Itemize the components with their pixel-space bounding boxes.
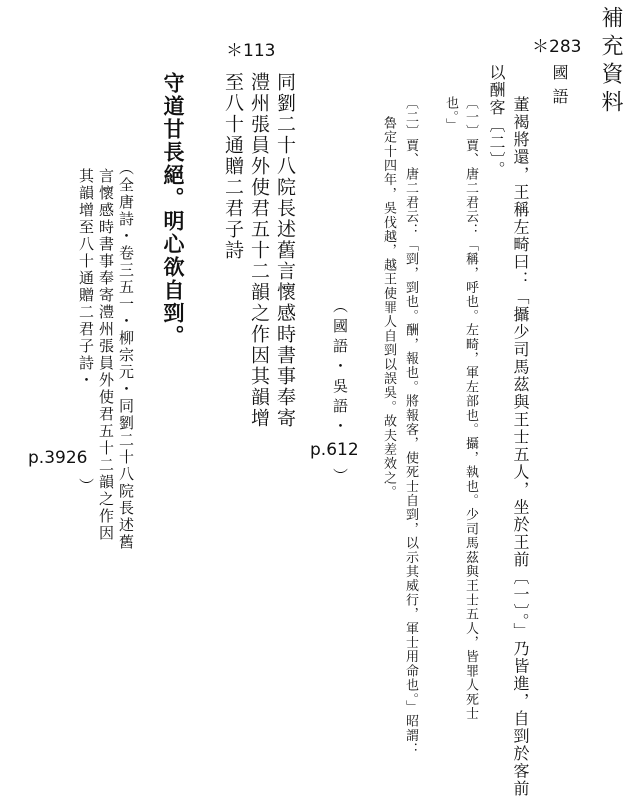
source-title: 國語 bbox=[550, 64, 569, 112]
kokugo-page-number: p.612 bbox=[310, 440, 359, 460]
entry-number-283: ＊283 bbox=[532, 37, 582, 57]
note-2-line-2: 魯定十四年，吳伐越，越王使罪人自剄以誤吳。故夫差效之。 bbox=[381, 116, 396, 500]
main-text-line-1: 董褐將還，王稱左畸曰：「攝少司馬茲與王士五人，坐於王前〔一〕。」乃皆進，自剄於客前 bbox=[511, 96, 530, 798]
tang-citation-line-3: 其韻增至八十通贈二君子詩・ bbox=[77, 168, 95, 389]
tang-page-number: p.3926 bbox=[28, 448, 88, 468]
note-1-line-2: 也。」 bbox=[443, 96, 458, 133]
tang-citation-line-2: 言懷感時書事奉寄澧州張員外使君五十二韻之作因 bbox=[97, 168, 115, 542]
main-text-line-2: 以酬客〔二〕。 bbox=[487, 64, 506, 179]
tang-citation-line-1: （全唐詩・卷三五一・柳宗元・同劉二十八院長述舊 bbox=[117, 160, 135, 551]
note-2-line-1: 〔二〕賈、唐二君云：「剄，剄也。酬，報也。將報客，使死士自剄，以示其威行，軍士用命也。」昭謂： bbox=[403, 96, 418, 757]
page-heading: 補充資料 bbox=[598, 6, 623, 118]
kokugo-citation-close: ） bbox=[331, 468, 349, 483]
kokugo-citation: （國語・吳語・ bbox=[331, 298, 349, 438]
note-1-line-1: 〔一〕賈、唐二君云：「稱，呼也。左畸，軍左部也。攝，執也。少司馬茲與王士五人，皆罪人死士 bbox=[463, 96, 478, 721]
quote-line: 守道甘長絕。明心欲自剄。 bbox=[161, 72, 186, 348]
poem-title-line-2: 澧州張員外使君五十二韻之作因其韻增 bbox=[248, 72, 270, 429]
poem-title-line-1: 同劉二十八院長述舊言懷感時書事奉寄 bbox=[274, 72, 296, 429]
poem-title-line-3: 至八十通贈二君子詩 bbox=[222, 72, 244, 261]
entry-number-113: ＊113 bbox=[226, 41, 276, 61]
tang-citation-close: ） bbox=[77, 478, 95, 493]
